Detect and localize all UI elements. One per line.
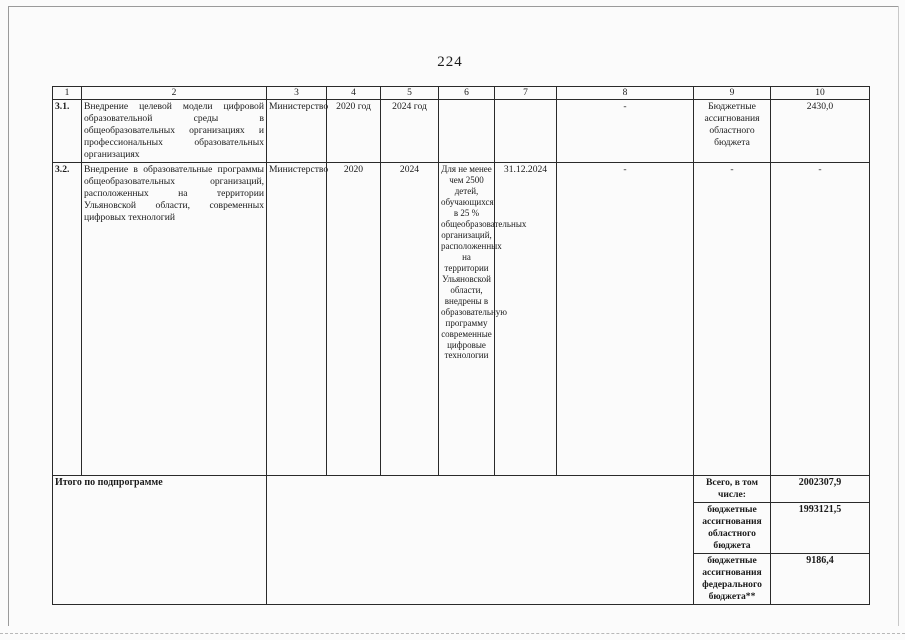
header-col-7: 7: [495, 87, 557, 100]
summary-source: бюджетные ассигнования федерального бюджета**: [694, 553, 771, 604]
header-col-1: 1: [53, 87, 82, 100]
row-name: Внедрение в образовательные программы общеобразовательных организаций, расположенных на территории Ульяновской области, современных цифровых технологий: [82, 163, 267, 476]
header-col-9: 9: [694, 87, 771, 100]
table-row: [53, 100, 870, 163]
row-date: [495, 100, 557, 163]
row-number: 3.2.: [53, 163, 82, 476]
header-col-10: 10: [771, 87, 870, 100]
row-amount: 2430,0: [771, 100, 870, 163]
row-source: -: [694, 163, 771, 476]
summary-source: бюджетные ассигнования областного бюджета: [694, 502, 771, 553]
row-indicator: [439, 100, 495, 163]
summary-row-total: [53, 476, 870, 503]
program-table: [52, 86, 870, 605]
row-start: 2020: [327, 163, 381, 476]
summary-amount: 9186,4: [771, 553, 870, 604]
header-row: [53, 87, 870, 100]
scan-edge: [0, 633, 905, 634]
table-row: [53, 163, 870, 476]
summary-blank-area: [267, 476, 694, 605]
page-frame-left: [8, 6, 9, 626]
row-executor: Министерство: [267, 163, 327, 476]
page-number: 224: [437, 54, 463, 70]
row-executor: Министерство: [267, 100, 327, 163]
row-number: 3.1.: [53, 100, 82, 163]
header-col-5: 5: [381, 87, 439, 100]
row-end: 2024: [381, 163, 439, 476]
summary-amount: 1993121,5: [771, 502, 870, 553]
header-col-8: 8: [557, 87, 694, 100]
summary-source: Всего, в том числе:: [694, 476, 771, 503]
header-col-6: 6: [439, 87, 495, 100]
summary-amount: 2002307,9: [771, 476, 870, 503]
header-col-3: 3: [267, 87, 327, 100]
page-frame-top: [8, 6, 899, 7]
page-frame-right: [898, 6, 899, 626]
row-name: Внедрение целевой модели цифровой образовательной среды в общеобразовательных организациях и профессиональных образовательных организациях: [82, 100, 267, 163]
row-start: 2020 год: [327, 100, 381, 163]
row-source: Бюджетные ассигнования областного бюджета: [694, 100, 771, 163]
row-date: 31.12.2024: [495, 163, 557, 476]
row-amount: -: [771, 163, 870, 476]
header-col-4: 4: [327, 87, 381, 100]
summary-label: Итого по подпрограмме: [53, 476, 267, 605]
row-result: -: [557, 100, 694, 163]
header-col-2: 2: [82, 87, 267, 100]
row-indicator: Для не менее чем 2500 детей, обучающихся в 25 % общеобразовательных организаций, расположенных на территории Ульяновской области, внедрены в образовательную программу современные цифровые технологии: [439, 163, 495, 476]
row-end: 2024 год: [381, 100, 439, 163]
row-result: -: [557, 163, 694, 476]
